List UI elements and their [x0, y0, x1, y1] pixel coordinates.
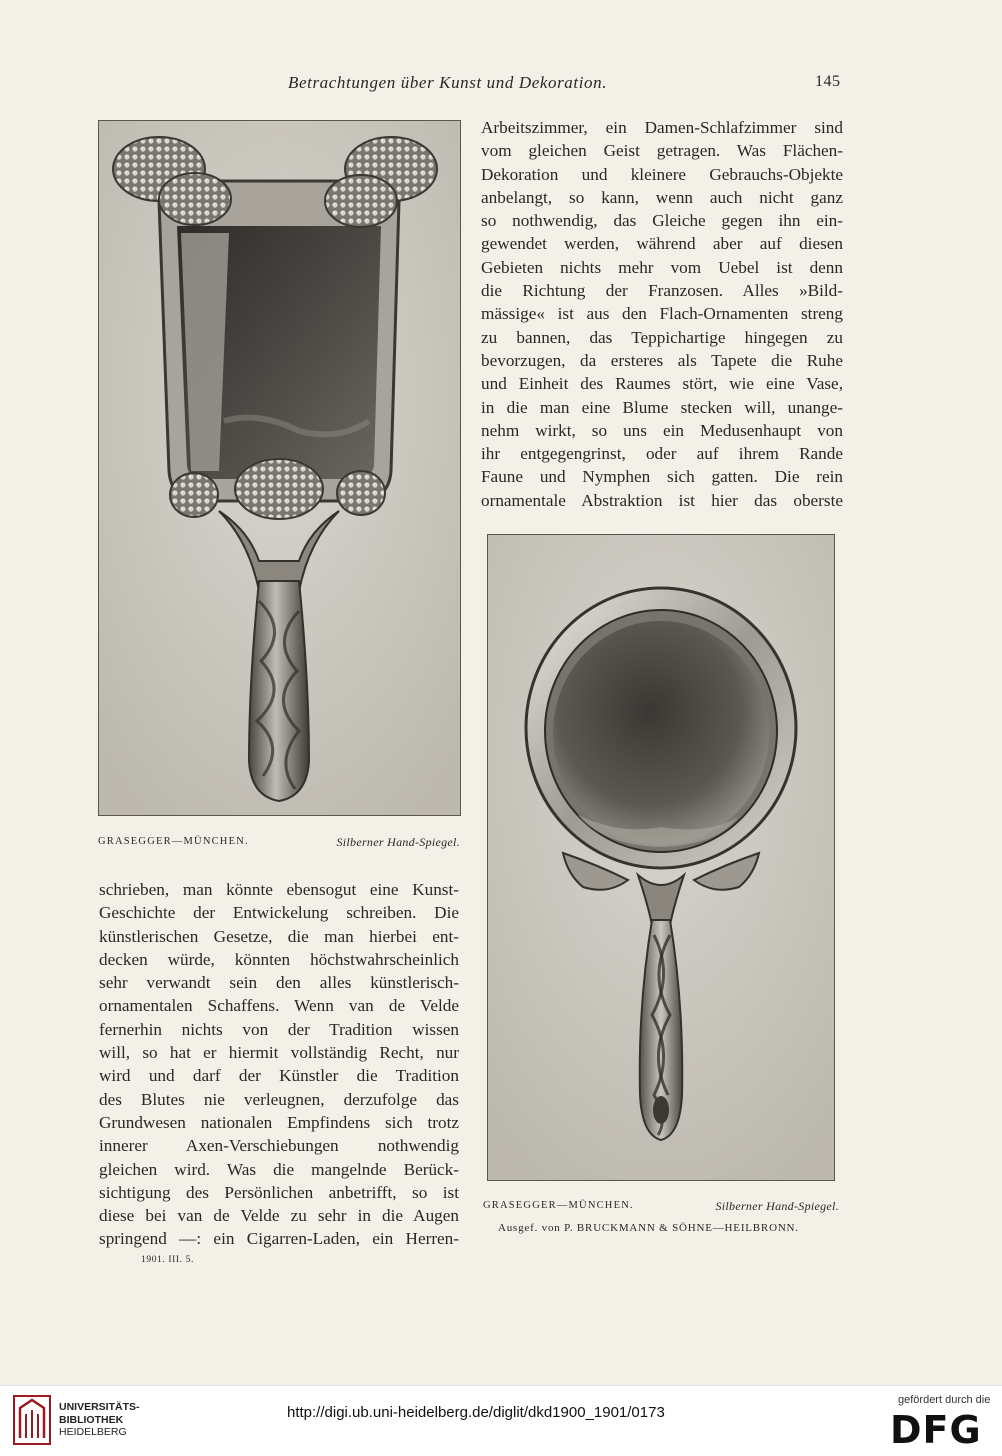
- figure-caption: [98, 835, 460, 851]
- text-line: Arbeitszimmer, ein Damen-Schlafzimmer sind: [481, 118, 843, 137]
- round-mirror-illustration: [488, 535, 834, 1180]
- library-name: [59, 1401, 140, 1439]
- library-name-line: BIBLIOTHEK: [59, 1413, 124, 1426]
- text-line: so nothwendig, das Gleiche gegen ihn ein-: [481, 211, 843, 231]
- caption-title: Silberner Hand-Spiegel.: [336, 835, 460, 849]
- text-line: Geschichte der Entwickelung schreiben. Die: [99, 903, 459, 923]
- library-name-line: HEIDELBERG: [59, 1426, 127, 1438]
- university-library-logo-icon: [12, 1394, 52, 1446]
- left-column-text: [99, 878, 459, 1251]
- text-line: nehm wirkt, so uns ein Medusenhaupt von: [481, 420, 843, 440]
- text-line: wird und darf der Künstler die Tradition: [99, 1066, 459, 1086]
- text-line: ornamentale Abstraktion ist hier das oberste: [481, 490, 843, 510]
- text-line: mässige« ist aus den Flach-Ornamenten streng: [481, 304, 843, 324]
- text-line: ornamentalen Schaffens. Wenn van de Velde: [99, 996, 459, 1016]
- text-line: bevorzugen, da ersteres als Tapete die Ruhe: [481, 350, 843, 370]
- text-line: will, so hat er hiermit vollständig Recht, nur: [99, 1043, 459, 1063]
- text-line: zu bannen, das Teppichartige hingegen zu: [481, 327, 843, 347]
- text-line: gleichen wird. Was die mangelnde Berück-: [99, 1159, 459, 1179]
- text-line: gewendet werden, während aber auf diesen: [481, 234, 843, 254]
- figure-hand-mirror-rectangular: [98, 120, 461, 816]
- text-line: vom gleichen Geist getragen. Was Flächen-: [481, 141, 843, 161]
- text-line: die Richtung der Franzosen. Alles »Bild-: [481, 281, 843, 301]
- dfg-logo-icon: DFG: [890, 1408, 982, 1452]
- text-line: schrieben, man könnte ebensogut eine Kunst-: [99, 880, 459, 899]
- text-line: sehr verwandt sein den alles künstlerisch-: [99, 973, 459, 993]
- running-head-title: Betrachtungen über Kunst und Dekoration.: [288, 73, 608, 92]
- figure-caption: [483, 1199, 839, 1215]
- caption-maker: GRASEGGER—MÜNCHEN.: [483, 1200, 634, 1211]
- library-name-line: UNIVERSITÄTS-: [59, 1401, 140, 1413]
- page-number: 145: [815, 73, 841, 90]
- text-line: in die man eine Blume stecken will, unange-: [481, 397, 843, 417]
- text-line: innerer Axen-Verschiebungen nothwendig: [99, 1136, 459, 1156]
- funding-note: gefördert durch die: [898, 1394, 991, 1406]
- text-line: springend —: ein Cigarren-Laden, ein Herren-: [99, 1229, 459, 1249]
- text-line: decken würde, könnten höchstwahrscheinlich: [99, 949, 459, 969]
- text-line: des Blutes nie verleugnen, derzufolge das: [99, 1089, 459, 1109]
- text-line: sichtigung des Persönlichen anbetrifft, so ist: [99, 1182, 459, 1202]
- digitization-footer: [0, 1385, 1002, 1456]
- text-line: anbelangt, so kann, wenn auch nicht ganz: [481, 187, 843, 207]
- text-line: künstlerischen Gesetze, die man hierbei ent-: [99, 926, 459, 946]
- rectangular-mirror-illustration: [99, 121, 460, 815]
- text-line: ihr entgegengrinst, oder auf ihrem Rande: [481, 444, 843, 464]
- text-line: und Einheit des Raumes stört, wie eine Vase,: [481, 374, 843, 394]
- permalink-url[interactable]: http://digi.ub.uni-heidelberg.de/diglit/dkd1900_1901/0173: [287, 1404, 665, 1421]
- text-line: Grundwesen nationalen Empfindens sich trotz: [99, 1112, 459, 1132]
- right-column-text: [481, 116, 843, 512]
- printer-credit: Ausgef. von P. BRUCKMANN & SÖHNE—HEILBRONN.: [498, 1222, 799, 1234]
- caption-maker: GRASEGGER—MÜNCHEN.: [98, 836, 249, 847]
- figure-hand-mirror-round: [487, 534, 835, 1181]
- text-line: Dekoration und kleinere Gebrauchs-Objekte: [481, 164, 843, 184]
- printer-signature: 1901. III. 5.: [141, 1255, 194, 1265]
- text-line: Faune und Nymphen sich gatten. Die rein: [481, 467, 843, 487]
- text-line: Gebieten nichts mehr vom Uebel ist denn: [481, 257, 843, 277]
- text-line: diese bei van de Velde zu sehr in die Augen: [99, 1206, 459, 1226]
- caption-title: Silberner Hand-Spiegel.: [715, 1199, 839, 1213]
- running-head: [0, 73, 1002, 97]
- text-line: fernerhin nichts von der Tradition wissen: [99, 1019, 459, 1039]
